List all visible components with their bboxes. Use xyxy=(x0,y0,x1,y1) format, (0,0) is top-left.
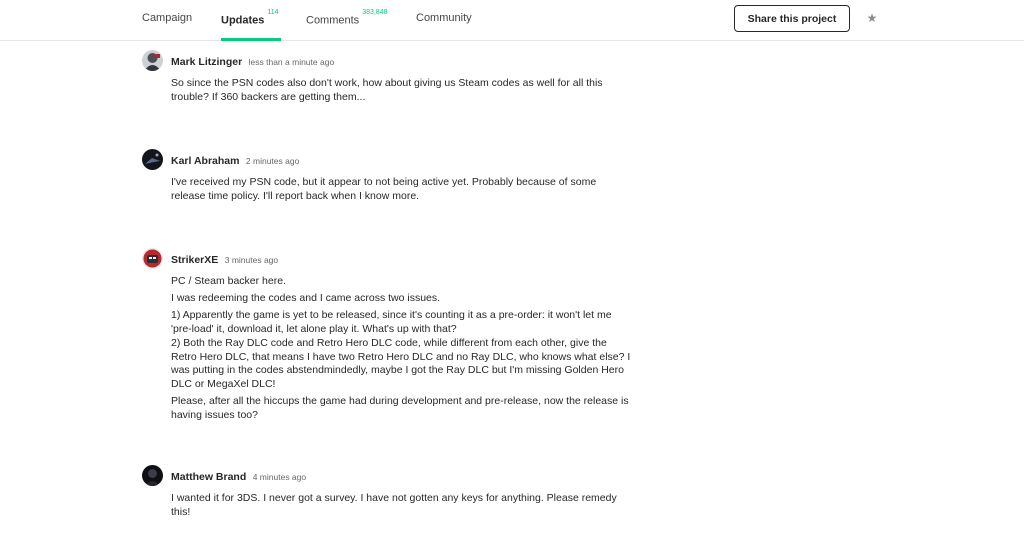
comment-author[interactable]: StrikerXE xyxy=(171,254,219,266)
tab-updates[interactable] xyxy=(221,0,281,41)
tab-community[interactable] xyxy=(416,0,472,41)
comment-header xyxy=(171,253,278,266)
tab-comments[interactable] xyxy=(306,0,388,41)
comment-header xyxy=(171,470,306,483)
tab-community-label: Community xyxy=(416,12,472,24)
comment-body xyxy=(171,492,631,523)
tab-comments-label: Comments xyxy=(306,14,360,27)
comment-author[interactable]: Mark Litzinger xyxy=(171,56,243,68)
tab-updates-count: 114 xyxy=(267,9,279,16)
tab-campaign[interactable] xyxy=(142,0,192,41)
comment-body xyxy=(171,176,631,207)
tab-comments-count: 383,848 xyxy=(362,9,388,16)
comment-paragraph: I wanted it for 3DS. I never got a survey. I have not gotten any keys for anything. Please remedy this! xyxy=(171,492,617,518)
comment-time[interactable]: less than a minute ago xyxy=(248,57,335,67)
star-icon[interactable]: ★ xyxy=(866,11,878,25)
comment-author[interactable]: Matthew Brand xyxy=(171,471,247,483)
share-project-button[interactable]: Share this project xyxy=(734,5,850,32)
comment-paragraph: 1) Apparently the game is yet to be released, since it's counting it as a pre-order: it won't let me 'pre-load' it, download it, let alone play it. What's up with that? xyxy=(171,309,612,336)
project-nav xyxy=(0,0,1024,41)
avatar[interactable] xyxy=(142,50,163,71)
comment-body xyxy=(171,77,631,108)
comment-paragraph: I was redeeming the codes and I came across two issues. xyxy=(171,292,441,305)
comment-body xyxy=(171,275,631,426)
avatar[interactable] xyxy=(142,465,163,486)
comment-header xyxy=(171,55,334,68)
comment-paragraph: Please, after all the hiccups the game had during development and pre-release, now the release is having issues too? xyxy=(171,395,629,421)
comment-paragraph: So since the PSN codes also don't work, how about giving us Steam codes as well for all this trouble? If 360 backers are getting them... xyxy=(171,77,603,103)
comment-header xyxy=(171,154,299,167)
avatar[interactable] xyxy=(142,149,163,170)
comment-paragraph: PC / Steam backer here. xyxy=(171,275,286,287)
comment-paragraph: 2) Both the Ray DLC code and Retro Hero DLC code, while different from each other, give the Retro Hero DLC, that means I have two Retro Hero DLC and no Ray DLC, who knows what else? I was putting in the codes abstendmindedly, maybe I got the Ray DLC but I'm missing Golden Hero DLC or MegaXel DLC! xyxy=(171,336,631,390)
comment-time[interactable]: 4 minutes ago xyxy=(252,472,307,482)
tab-campaign-label: Campaign xyxy=(142,12,193,24)
comment-time[interactable]: 3 minutes ago xyxy=(224,255,279,265)
tab-updates-label: Updates xyxy=(221,14,265,27)
comment-time[interactable]: 2 minutes ago xyxy=(245,156,300,166)
comment-paragraph: I've received my PSN code, but it appear to not being active yet. Probably because of some release time policy. I'll report back when I know more. xyxy=(171,176,597,202)
comment-author[interactable]: Karl Abraham xyxy=(171,155,240,167)
avatar[interactable] xyxy=(142,248,163,269)
